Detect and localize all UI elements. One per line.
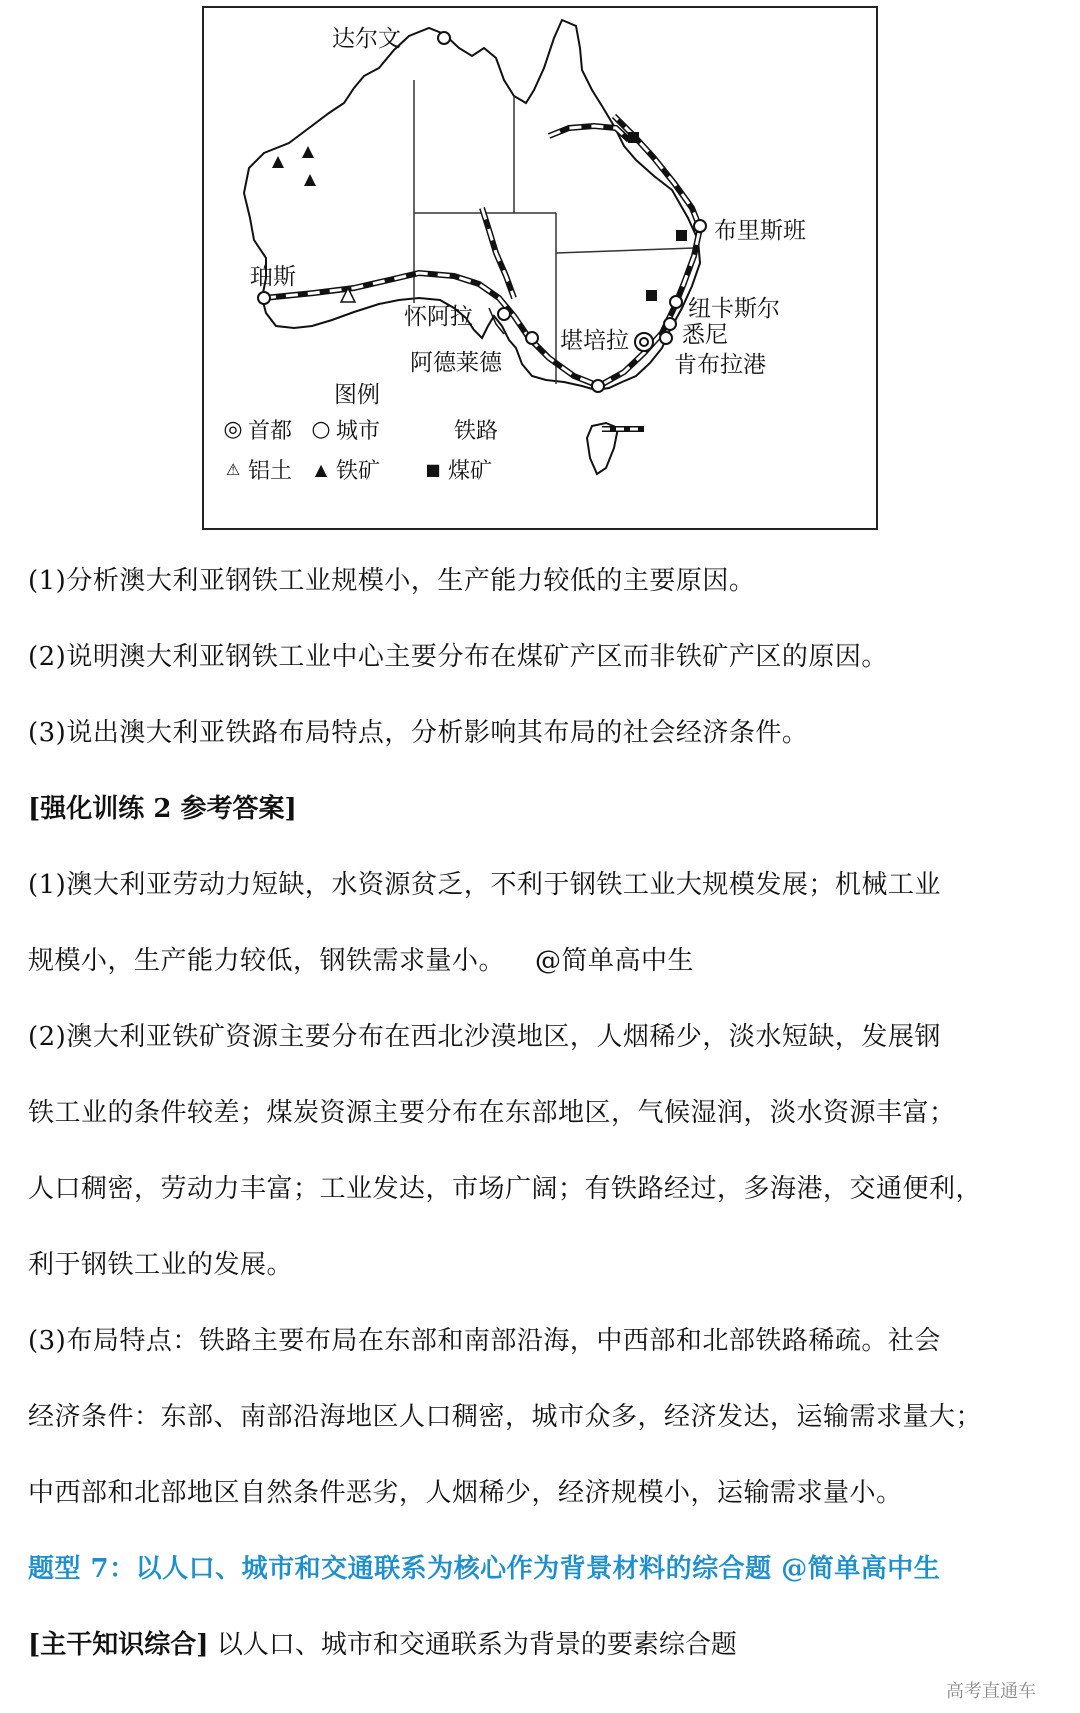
perth-marker [258, 292, 270, 304]
mainland-outline [244, 20, 700, 390]
coal-marker [646, 290, 657, 301]
darwin-marker [438, 32, 450, 44]
railway-perth-adelaide [264, 273, 529, 338]
sydney-marker [664, 318, 676, 330]
answer-1-line-2: 规模小，生产能力较低，钢铁需求量小。 @简单高中生 [28, 946, 695, 976]
question-3: (3)说出澳大利亚铁路布局特点，分析影响其布局的社会经济条件。 [28, 718, 809, 748]
coal-marker [676, 230, 687, 241]
capital-icon: ◎ [223, 417, 243, 442]
adelaide-marker [526, 332, 538, 344]
iron-ore-marker [272, 156, 284, 168]
question-1: (1)分析澳大利亚钢铁工业规模小，生产能力较低的主要原因。 [28, 566, 756, 596]
iron-ore-icon: ▲ [314, 460, 328, 479]
watermark: 高考直通车 [946, 1681, 1036, 1702]
brisbane-marker [694, 220, 706, 232]
answer-3-line-2: 经济条件：东部、南部沿海地区人口稠密，城市众多，经济发达，运输需求量大； [28, 1402, 983, 1432]
port-kembla-marker [660, 332, 672, 344]
label-whyalla: 怀阿拉 [404, 304, 473, 330]
map-drawing [204, 8, 876, 528]
legend-row-2: ⚠ 铝土 ▲ 铁矿 ■ 煤矿 [218, 454, 506, 485]
question-2: (2)说明澳大利亚钢铁工业中心主要分布在煤矿产区而非铁矿产区的原因。 [28, 642, 888, 672]
bauxite-icon: ⚠ [225, 460, 241, 479]
label-darwin: 达尔文 [332, 26, 401, 52]
city-icon: ○ [311, 417, 331, 442]
label-canberra: 堪培拉 [560, 328, 629, 354]
label-brisbane: 布里斯班 [714, 218, 806, 244]
whyalla-marker [498, 308, 510, 320]
answer-2-line-4: 利于钢铁工业的发展。 [28, 1250, 294, 1280]
answer-2-line-2: 铁工业的条件较差；煤炭资源主要分布在东部地区，气候湿润，淡水资源丰富； [28, 1098, 956, 1128]
australia-map [202, 6, 878, 530]
label-sydney: 悉尼 [682, 322, 728, 348]
label-port-kembla: 肯布拉港 [674, 352, 766, 378]
answer-1-line-1: (1)澳大利亚劳动力短缺，水资源贫乏，不利于钢铁工业大规模发展；机械工业 [28, 870, 941, 900]
label-adelaide: 阿德莱德 [410, 350, 502, 376]
newcastle-marker [670, 296, 682, 308]
label-perth: 珀斯 [250, 264, 296, 290]
melbourne-marker [592, 380, 604, 392]
knowledge-heading: [主干知识综合] 以人口、城市和交通联系为背景的要素综合题 [28, 1630, 737, 1660]
type-heading: 题型 7：以人口、城市和交通联系为核心作为背景材料的综合题 @简单高中生 [28, 1554, 941, 1584]
iron-ore-marker [304, 174, 316, 186]
legend-row-1: ◎ 首都 ○ 城市 铁路 [218, 414, 512, 445]
railway-north-sa [482, 208, 514, 298]
iron-ore-marker [302, 146, 314, 158]
coal-icon: ■ [425, 460, 441, 479]
answer-heading: [强化训练 2 参考答案] [28, 794, 297, 824]
author-mark: @简单高中生 [535, 946, 695, 976]
answer-3-line-1: (3)布局特点：铁路主要布局在东部和南部沿海，中西部和北部铁路稀疏。社会 [28, 1326, 941, 1356]
legend-title: 图例 [334, 382, 380, 408]
answer-3-line-3: 中西部和北部地区自然条件恶劣，人烟稀少，经济规模小，运输需求量小。 [28, 1478, 903, 1508]
answer-2-line-1: (2)澳大利亚铁矿资源主要分布在西北沙漠地区，人烟稀少，淡水短缺，发展钢 [28, 1022, 941, 1052]
coal-marker [628, 132, 639, 143]
border-qld-nsw [556, 248, 694, 253]
answer-2-line-3: 人口稠密，劳动力丰富；工业发达，市场广阔；有铁路经过，多海港，交通便利， [28, 1174, 983, 1204]
label-newcastle: 纽卡斯尔 [688, 296, 780, 322]
